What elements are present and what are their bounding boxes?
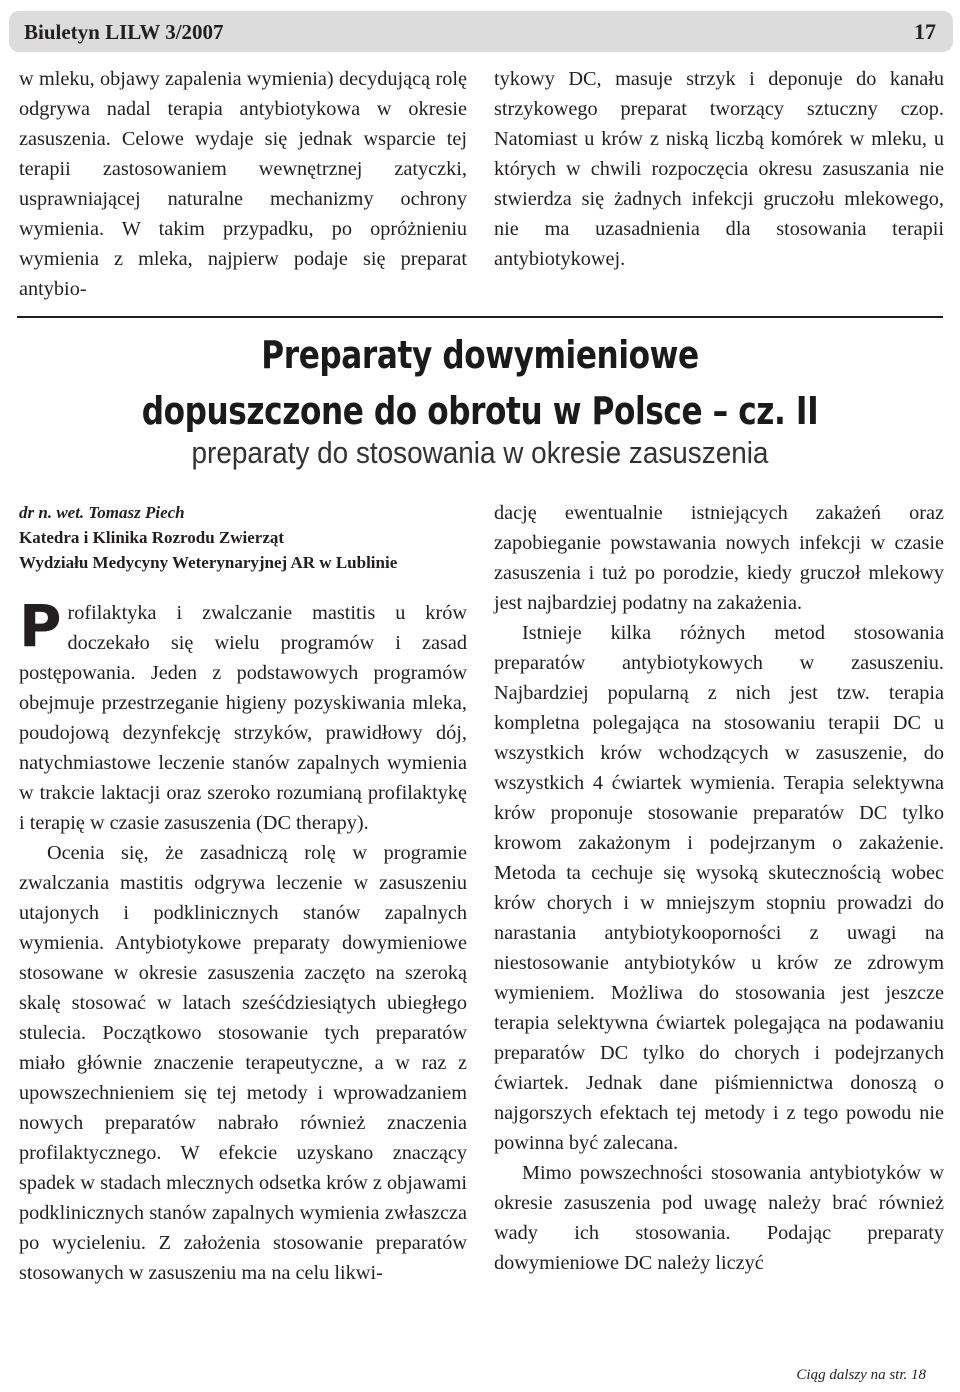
paragraph: dację ewentualnie istniejących zakażeń oraz zapobieganie powstawania nowych infekcji w czasie zasuszenia i tuż po porodzie, kiedy gruczoł mlekowy jest najbardziej podatny na zakażenia. <box>494 502 944 614</box>
affiliation-line-1: Katedra i Klinika Rozrodu Zwierząt <box>19 528 285 547</box>
top-left-column <box>19 64 467 304</box>
running-header <box>9 11 953 52</box>
paragraph-intro <box>19 592 467 838</box>
article-title-line-1: Preparaty dowymieniowe <box>261 333 699 377</box>
article-title-line-2: dopuszczone do obrotu w Polsce – cz. II <box>141 389 819 433</box>
page-number: 17 <box>914 19 936 44</box>
continued-note: Ciąg dalszy na str. 18 <box>796 1367 926 1383</box>
top-right-column <box>494 64 944 274</box>
drop-cap: P <box>19 592 62 660</box>
author-name: dr n. wet. Tomasz Piech <box>19 503 185 522</box>
article-left-column <box>19 592 467 1288</box>
article-right-column <box>494 498 944 1278</box>
journal-title: Biuletyn LILW 3/2007 <box>24 20 224 44</box>
top-right-paragraph: tykowy DC, masuje strzyk i deponuje do kanału strzykowego preparat tworzący sztuczny czop. Natomiast u krów z niską liczbą komórek w mleku, u których w chwili rozpoczęcia okresu zasuszania nie stwierdza się żadnych infekcji gruczołu mlekowego, nie ma uzasadnienia dla stosowania terapii antybiotykowej. <box>494 68 944 270</box>
top-left-paragraph: w mleku, objawy zapalenia wymienia) decydującą rolę odgrywa nadal terapia antybiotykowa w okresie zasuszenia. Celowe wydaje się jednak wsparcie tej terapii zastosowaniem wewnętrznej zatyczki, usprawniającej naturalne mechanizmy ochrony wymienia. W takim przypadku, po opróżnieniu wymienia z mleka, najpierw podaje się preparat antybio- <box>19 68 467 300</box>
author-block <box>19 500 397 575</box>
paragraph: Mimo powszechności stosowania antybiotyków w okresie zasuszenia pod uwagę należy brać również wady ich stosowania. Podając preparaty dowymieniowe DC należy liczyć <box>494 1162 944 1274</box>
article-subtitle: preparaty do stosowania w okresie zasuszenia <box>191 435 769 470</box>
paragraph: Ocenia się, że zasadniczą rolę w programie zwalczania mastitis odgrywa leczenie w zasuszeniu utajonych i podklinicznych stanów zapalnych wymienia. Antybiotykowe preparaty dowymieniowe stosowane w okresie zasuszenia zaczęto na szeroką skalę stosować w latach sześćdziesiątych ubiegłego stulecia. Początkowo stosowanie tych preparatów miało głównie znaczenie terapeutyczne, a w raz z upowszechnieniem się tej metody i wprowadzaniem nowych preparatów nabrało również znaczenia profilaktycznego. W efekcie uzyskano znaczący spadek w stadach mlecznych odsetka krów z objawami podklinicznych stanów zapalnych wymienia zwłaszcza po wycieleniu. Z założenia stosowanie preparatów stosowanych w zasuszeniu ma na celu likwi- <box>19 842 467 1284</box>
affiliation-line-2: Wydziału Medycyny Weterynaryjnej AR w Lublinie <box>19 553 398 572</box>
section-divider <box>17 316 943 318</box>
paragraph: Istnieje kilka różnych metod stosowania preparatów antybiotykowych w zasuszeniu. Najbardziej popularną z nich jest tzw. terapia kompletna polegająca na stosowaniu terapii DC u wszystkich krów wchodzących w zasuszenie, do wszystkich 4 ćwiartek wymienia. Terapia selektywna krów proponuje stosowanie preparatów DC tylko krowom zakażonym i podejrzanym o zakażenie. Metoda ta cechuje się wysoką skutecznością wobec krów chorych i w mniejszym stopniu prowadzi do narastania antybiotykooporności z uwagi na niestosowanie antybiotyków u krów ze zdrowym wymieniem. Możliwa do stosowania jest jeszcze terapia selektywna ćwiartek polegająca na podawaniu preparatów DC tylko do chorych i podejrzanych ćwiartek. Jednak dane piśmiennictwa donoszą o najgorszych efektach tej metody i z tego powodu nie powinna być zalecana. <box>494 622 944 1154</box>
paragraph-intro-text: rofilaktyka i zwalczanie mastitis u krów doczekało się wielu programów i zasad postępowania. Jeden z podstawowych programów obejmuje przestrzeganie higieny pozyskiwania mleka, poudojową dezynfekcję strzyków, prawidłowy dój, natychmiastowe leczenie stanów zapalnych wymienia w trakcie laktacji oraz szeroko rozumianą profilaktykę i terapię w czasie zasuszenia (DC therapy). <box>19 602 467 834</box>
